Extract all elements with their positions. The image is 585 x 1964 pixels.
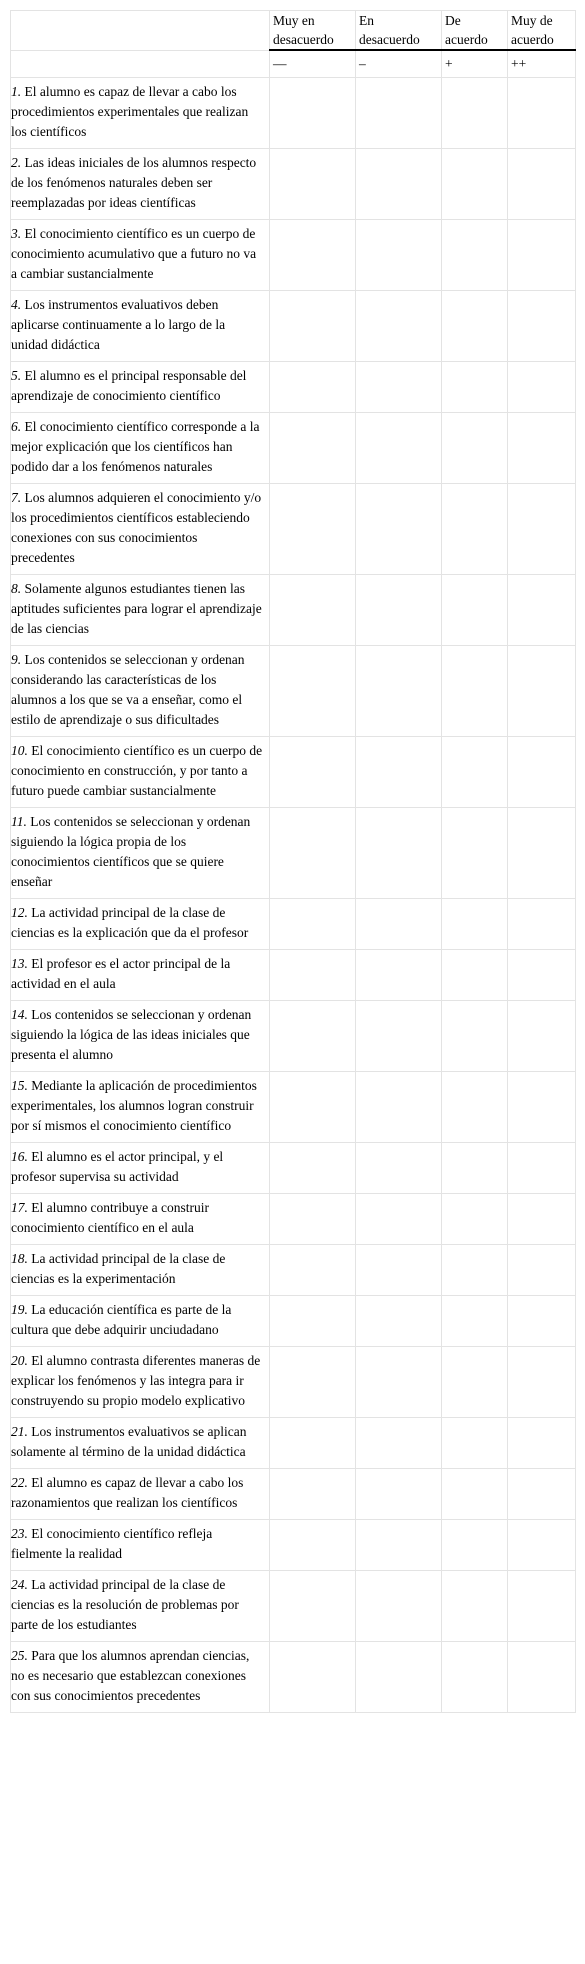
survey-item-statement: [11, 1347, 270, 1418]
item-text: El alumno es el actor principal, y el profesor supervisa su actividad: [11, 1149, 224, 1184]
answer-strongly-agree-cell[interactable]: [508, 362, 576, 413]
survey-item-row: [11, 484, 576, 575]
survey-item-row: [11, 1642, 576, 1713]
answer-disagree-cell[interactable]: [356, 220, 442, 291]
answer-disagree-cell[interactable]: [356, 1347, 442, 1418]
survey-item-statement: [11, 1001, 270, 1072]
answer-strongly-disagree-cell[interactable]: [270, 737, 356, 808]
answer-strongly-disagree-cell[interactable]: [270, 1418, 356, 1469]
answer-agree-cell[interactable]: [442, 899, 508, 950]
survey-item-statement: [11, 484, 270, 575]
survey-item-row: [11, 950, 576, 1001]
survey-item-row: [11, 808, 576, 899]
header-strongly-disagree: Muy en desacuerdo: [270, 11, 356, 51]
answer-strongly-disagree-cell[interactable]: [270, 1347, 356, 1418]
answer-agree-cell[interactable]: [442, 1072, 508, 1143]
survey-item-statement: [11, 1520, 270, 1571]
survey-item-statement: [11, 1571, 270, 1642]
answer-strongly-agree-cell[interactable]: [508, 1143, 576, 1194]
survey-item-row: [11, 149, 576, 220]
survey-item-row: [11, 1347, 576, 1418]
answer-agree-cell[interactable]: [442, 1194, 508, 1245]
answer-strongly-disagree-cell[interactable]: [270, 950, 356, 1001]
survey-item-statement: [11, 149, 270, 220]
answer-agree-cell[interactable]: [442, 950, 508, 1001]
answer-agree-cell[interactable]: [442, 1418, 508, 1469]
answer-strongly-disagree-cell[interactable]: [270, 1520, 356, 1571]
answer-disagree-cell[interactable]: [356, 1194, 442, 1245]
answer-agree-cell[interactable]: [442, 413, 508, 484]
header-strongly-agree: Muy de acuerdo: [508, 11, 576, 51]
survey-item-row: [11, 1418, 576, 1469]
item-text: El alumno es el principal responsable del aprendizaje de conocimiento científico: [11, 368, 247, 403]
item-text: El conocimiento científico es un cuerpo de conocimiento acumulativo que a futuro no va a cambiar sustancialmente: [11, 226, 257, 281]
answer-agree-cell[interactable]: [442, 646, 508, 737]
answer-agree-cell[interactable]: [442, 291, 508, 362]
item-number: 6.: [11, 419, 22, 434]
item-number: 11.: [11, 814, 27, 829]
item-number: 5.: [11, 368, 22, 383]
item-text: El alumno contribuye a construir conocimiento científico en el aula: [11, 1200, 209, 1235]
answer-strongly-disagree-cell[interactable]: [270, 78, 356, 149]
item-number: 19.: [11, 1302, 28, 1317]
item-text: El conocimiento científico refleja fielmente la realidad: [11, 1526, 213, 1561]
item-text: El alumno es capaz de llevar a cabo los procedimientos experimentales que realizan los científicos: [11, 84, 249, 139]
item-number: 8.: [11, 581, 22, 596]
answer-strongly-agree-cell[interactable]: [508, 1571, 576, 1642]
answer-strongly-disagree-cell[interactable]: [270, 484, 356, 575]
survey-item-row: [11, 78, 576, 149]
answer-strongly-agree-cell[interactable]: [508, 1642, 576, 1713]
survey-item-row: [11, 413, 576, 484]
answer-disagree-cell[interactable]: [356, 1520, 442, 1571]
survey-item-statement: [11, 413, 270, 484]
answer-disagree-cell[interactable]: [356, 808, 442, 899]
survey-item-statement: [11, 362, 270, 413]
answer-agree-cell[interactable]: [442, 220, 508, 291]
answer-strongly-agree-cell[interactable]: [508, 1418, 576, 1469]
answer-agree-cell[interactable]: [442, 1571, 508, 1642]
survey-item-statement: [11, 646, 270, 737]
item-number: 12.: [11, 905, 28, 920]
survey-item-row: [11, 1571, 576, 1642]
survey-item-row: [11, 1520, 576, 1571]
item-text: Los instrumentos evaluativos se aplican solamente al término de la unidad didáctica: [11, 1424, 247, 1459]
answer-strongly-disagree-cell[interactable]: [270, 1642, 356, 1713]
answer-strongly-agree-cell[interactable]: [508, 484, 576, 575]
answer-strongly-agree-cell[interactable]: [508, 291, 576, 362]
item-text: La actividad principal de la clase de ciencias es la resolución de problemas por parte de los estudiantes: [11, 1577, 239, 1632]
answer-strongly-disagree-cell[interactable]: [270, 1296, 356, 1347]
item-text: La actividad principal de la clase de ciencias es la experimentación: [11, 1251, 226, 1286]
symbol-strongly-disagree: —: [270, 50, 356, 78]
header-disagree: En desacuerdo: [356, 11, 442, 51]
answer-strongly-disagree-cell[interactable]: [270, 1001, 356, 1072]
answer-strongly-agree-cell[interactable]: [508, 575, 576, 646]
answer-strongly-disagree-cell[interactable]: [270, 149, 356, 220]
survey-item-row: [11, 1194, 576, 1245]
answer-strongly-disagree-cell[interactable]: [270, 575, 356, 646]
answer-strongly-disagree-cell[interactable]: [270, 413, 356, 484]
survey-item-statement: [11, 737, 270, 808]
item-text: El profesor es el actor principal de la actividad en el aula: [11, 956, 231, 991]
survey-item-statement: [11, 291, 270, 362]
answer-disagree-cell[interactable]: [356, 149, 442, 220]
answer-disagree-cell[interactable]: [356, 413, 442, 484]
item-text: El conocimiento científico corresponde a la mejor explicación que los científicos han podido dar a los fenómenos naturales: [11, 419, 260, 474]
survey-item-statement: [11, 1245, 270, 1296]
answer-agree-cell[interactable]: [442, 575, 508, 646]
answer-disagree-cell[interactable]: [356, 950, 442, 1001]
survey-item-statement: [11, 808, 270, 899]
answer-agree-cell[interactable]: [442, 737, 508, 808]
item-number: 13.: [11, 956, 28, 971]
item-number: 1.: [11, 84, 22, 99]
answer-disagree-cell[interactable]: [356, 1072, 442, 1143]
answer-strongly-agree-cell[interactable]: [508, 1001, 576, 1072]
survey-item-row: [11, 1296, 576, 1347]
answer-strongly-disagree-cell[interactable]: [270, 1072, 356, 1143]
item-text: El conocimiento científico es un cuerpo de conocimiento en construcción, y por tanto a futuro puede cambiar sustancialmente: [11, 743, 263, 798]
survey-item-row: [11, 1001, 576, 1072]
item-text: Los contenidos se seleccionan y ordenan considerando las características de los alumnos a los que se va a enseñar, como el estilo de aprendizaje o sus dificultades: [11, 652, 245, 727]
survey-item-row: [11, 737, 576, 808]
answer-agree-cell[interactable]: [442, 1245, 508, 1296]
answer-strongly-agree-cell[interactable]: [508, 1520, 576, 1571]
item-text: Las ideas iniciales de los alumnos respecto de los fenómenos naturales deben ser reemplazadas por ideas científicas: [11, 155, 257, 210]
item-text: Mediante la aplicación de procedimientos experimentales, los alumnos logran construir por sí mismos el conocimiento científico: [11, 1078, 257, 1133]
likert-survey-table: [10, 10, 576, 1713]
item-text: Los contenidos se seleccionan y ordenan siguiendo la lógica propia de los conocimientos científicos que se quiere enseñar: [11, 814, 251, 889]
survey-item-row: [11, 291, 576, 362]
survey-item-row: [11, 220, 576, 291]
symbol-row: [11, 50, 576, 78]
answer-disagree-cell[interactable]: [356, 1245, 442, 1296]
item-number: 7.: [11, 490, 22, 505]
header-row: [11, 11, 576, 51]
symbol-disagree: –: [356, 50, 442, 78]
survey-item-row: [11, 1469, 576, 1520]
survey-items: [11, 78, 576, 1713]
item-text: La actividad principal de la clase de ciencias es la explicación que da el profesor: [11, 905, 249, 940]
answer-agree-cell[interactable]: [442, 362, 508, 413]
survey-item-row: [11, 1072, 576, 1143]
item-text: El alumno contrasta diferentes maneras de explicar los fenómenos y las integra para ir construyendo su propio modelo explicativo: [11, 1353, 261, 1408]
answer-disagree-cell[interactable]: [356, 362, 442, 413]
answer-strongly-disagree-cell[interactable]: [270, 362, 356, 413]
survey-item-row: [11, 646, 576, 737]
answer-strongly-agree-cell[interactable]: [508, 808, 576, 899]
item-number: 16.: [11, 1149, 28, 1164]
answer-strongly-disagree-cell[interactable]: [270, 1571, 356, 1642]
answer-disagree-cell[interactable]: [356, 291, 442, 362]
symbol-row-blank-cell: [11, 50, 270, 78]
answer-disagree-cell[interactable]: [356, 1418, 442, 1469]
survey-item-row: [11, 899, 576, 950]
answer-strongly-disagree-cell[interactable]: [270, 220, 356, 291]
survey-item-statement: [11, 1194, 270, 1245]
survey-item-row: [11, 362, 576, 413]
item-number: 24.: [11, 1577, 28, 1592]
survey-item-statement: [11, 78, 270, 149]
answer-strongly-agree-cell[interactable]: [508, 1194, 576, 1245]
answer-strongly-disagree-cell[interactable]: [270, 899, 356, 950]
answer-agree-cell[interactable]: [442, 1143, 508, 1194]
item-text: La educación científica es parte de la cultura que debe adquirir unciudadano: [11, 1302, 232, 1337]
answer-strongly-agree-cell[interactable]: [508, 646, 576, 737]
item-number: 20.: [11, 1353, 28, 1368]
answer-strongly-agree-cell[interactable]: [508, 1072, 576, 1143]
answer-strongly-agree-cell[interactable]: [508, 899, 576, 950]
item-number: 4.: [11, 297, 22, 312]
item-text: Los instrumentos evaluativos deben aplicarse continuamente a lo largo de la unidad didáctica: [11, 297, 226, 352]
item-number: 15.: [11, 1078, 28, 1093]
item-number: 3.: [11, 226, 22, 241]
answer-disagree-cell[interactable]: [356, 1143, 442, 1194]
answer-disagree-cell[interactable]: [356, 1571, 442, 1642]
survey-item-statement: [11, 1642, 270, 1713]
answer-strongly-agree-cell[interactable]: [508, 1245, 576, 1296]
survey-item-statement: [11, 1296, 270, 1347]
item-text: El alumno es capaz de llevar a cabo los razonamientos que realizan los científicos: [11, 1475, 244, 1510]
answer-agree-cell[interactable]: [442, 1001, 508, 1072]
answer-agree-cell[interactable]: [442, 149, 508, 220]
answer-disagree-cell[interactable]: [356, 484, 442, 575]
item-number: 21.: [11, 1424, 28, 1439]
answer-strongly-disagree-cell[interactable]: [270, 291, 356, 362]
answer-strongly-agree-cell[interactable]: [508, 78, 576, 149]
answer-disagree-cell[interactable]: [356, 899, 442, 950]
survey-item-row: [11, 1245, 576, 1296]
survey-item-statement: [11, 575, 270, 646]
answer-strongly-agree-cell[interactable]: [508, 149, 576, 220]
item-number: 14.: [11, 1007, 28, 1022]
answer-strongly-agree-cell[interactable]: [508, 1347, 576, 1418]
survey-item-statement: [11, 1418, 270, 1469]
item-text: Solamente algunos estudiantes tienen las aptitudes suficientes para lograr el aprendizaje de las ciencias: [11, 581, 262, 636]
answer-agree-cell[interactable]: [442, 1520, 508, 1571]
answer-agree-cell[interactable]: [442, 808, 508, 899]
answer-agree-cell[interactable]: [442, 1347, 508, 1418]
answer-disagree-cell[interactable]: [356, 1469, 442, 1520]
item-text: Para que los alumnos aprendan ciencias, no es necesario que establezcan conexiones con sus conocimientos precedentes: [11, 1648, 250, 1703]
answer-agree-cell[interactable]: [442, 1642, 508, 1713]
answer-agree-cell[interactable]: [442, 1469, 508, 1520]
item-text: Los alumnos adquieren el conocimiento y/o los procedimientos científicos estableciendo conexiones con sus conocimientos precedentes: [11, 490, 262, 565]
answer-strongly-agree-cell[interactable]: [508, 413, 576, 484]
item-number: 2.: [11, 155, 22, 170]
answer-strongly-disagree-cell[interactable]: [270, 646, 356, 737]
survey-item-statement: [11, 1143, 270, 1194]
symbol-strongly-agree: ++: [508, 50, 576, 78]
answer-strongly-agree-cell[interactable]: [508, 220, 576, 291]
answer-strongly-agree-cell[interactable]: [508, 950, 576, 1001]
survey-item-statement: [11, 950, 270, 1001]
survey-item-row: [11, 1143, 576, 1194]
answer-agree-cell[interactable]: [442, 1296, 508, 1347]
answer-strongly-disagree-cell[interactable]: [270, 808, 356, 899]
answer-disagree-cell[interactable]: [356, 1001, 442, 1072]
item-number: 10.: [11, 743, 28, 758]
answer-strongly-agree-cell[interactable]: [508, 1296, 576, 1347]
answer-disagree-cell[interactable]: [356, 646, 442, 737]
answer-disagree-cell[interactable]: [356, 78, 442, 149]
answer-strongly-disagree-cell[interactable]: [270, 1194, 356, 1245]
answer-strongly-disagree-cell[interactable]: [270, 1245, 356, 1296]
item-number: 9.: [11, 652, 22, 667]
answer-agree-cell[interactable]: [442, 484, 508, 575]
item-number: 23.: [11, 1526, 28, 1541]
header-agree: De acuerdo: [442, 11, 508, 51]
item-number: 17.: [11, 1200, 28, 1215]
answer-disagree-cell[interactable]: [356, 1296, 442, 1347]
survey-item-statement: [11, 220, 270, 291]
answer-disagree-cell[interactable]: [356, 1642, 442, 1713]
statement-header-cell: [11, 11, 270, 51]
item-text: Los contenidos se seleccionan y ordenan siguiendo la lógica de las ideas iniciales que presenta el alumno: [11, 1007, 252, 1062]
answer-agree-cell[interactable]: [442, 78, 508, 149]
item-number: 22.: [11, 1475, 28, 1490]
item-number: 18.: [11, 1251, 28, 1266]
answer-strongly-agree-cell[interactable]: [508, 737, 576, 808]
survey-item-row: [11, 575, 576, 646]
answer-disagree-cell[interactable]: [356, 575, 442, 646]
answer-strongly-disagree-cell[interactable]: [270, 1143, 356, 1194]
item-number: 25.: [11, 1648, 28, 1663]
symbol-agree: +: [442, 50, 508, 78]
survey-item-statement: [11, 1072, 270, 1143]
answer-strongly-agree-cell[interactable]: [508, 1469, 576, 1520]
answer-disagree-cell[interactable]: [356, 737, 442, 808]
answer-strongly-disagree-cell[interactable]: [270, 1469, 356, 1520]
survey-item-statement: [11, 1469, 270, 1520]
survey-item-statement: [11, 899, 270, 950]
